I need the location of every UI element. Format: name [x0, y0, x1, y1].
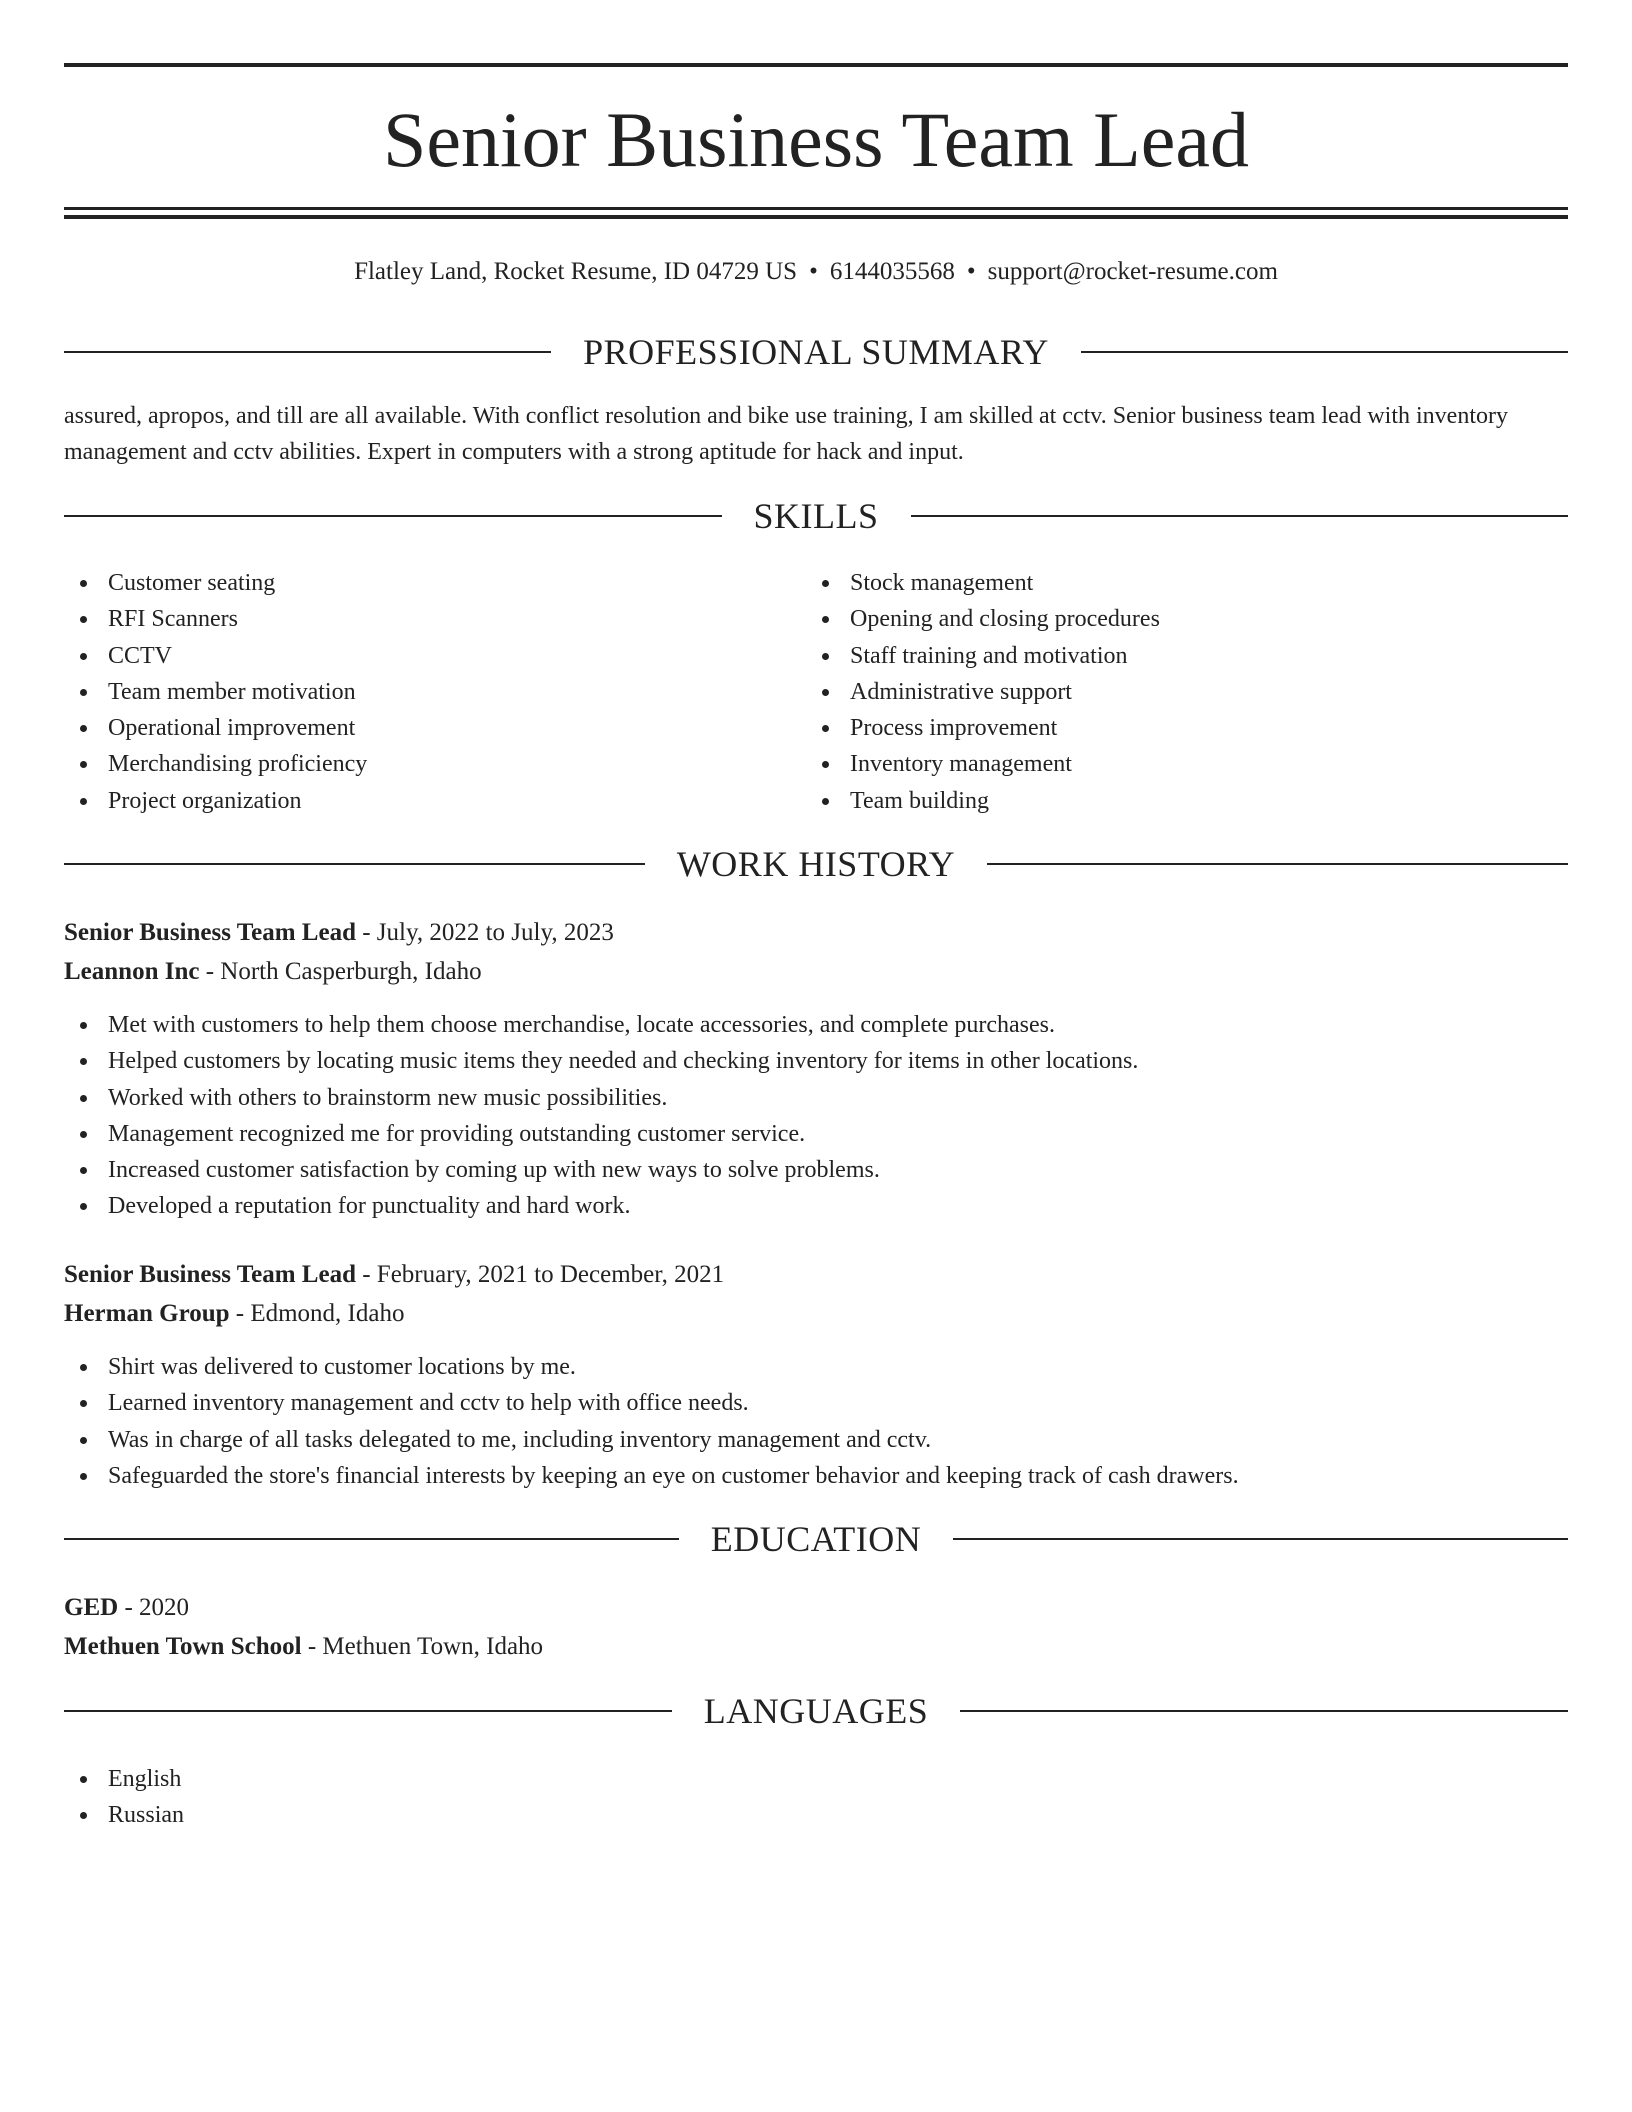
- header-bottom-rule-2: [64, 215, 1568, 219]
- job-bullet: Increased customer satisfaction by coming up with new ways to solve problems.: [64, 1152, 1568, 1188]
- heading-rule-left: [64, 863, 645, 865]
- job-title-line: [64, 913, 1568, 953]
- skills-right-list: [806, 565, 1546, 819]
- job-bullet: Was in charge of all tasks delegated to me, including inventory management and cctv.: [64, 1422, 1568, 1458]
- language-item: Russian: [64, 1797, 1568, 1833]
- skills-left-column: [64, 565, 804, 819]
- work-section-heading: [64, 842, 1568, 886]
- contact-email: support@rocket-resume.com: [987, 258, 1278, 285]
- heading-rule-left: [64, 351, 551, 353]
- skill-item: Stock management: [806, 565, 1546, 601]
- contact-line: [64, 252, 1568, 292]
- skill-item: Project organization: [64, 783, 804, 819]
- skill-item: Administrative support: [806, 674, 1546, 710]
- heading-rule-right: [953, 1538, 1568, 1540]
- skill-item: CCTV: [64, 638, 804, 674]
- skill-item: Staff training and motivation: [806, 638, 1546, 674]
- job-dates: - July, 2022 to July, 2023: [355, 919, 614, 946]
- job-bullet: Met with customers to help them choose merchandise, locate accessories, and complete purchases.: [64, 1007, 1568, 1043]
- education-school-line: [64, 1627, 1568, 1667]
- job-company-line: [64, 952, 1568, 992]
- language-item: English: [64, 1761, 1568, 1797]
- job-location: - Edmond, Idaho: [229, 1300, 405, 1327]
- work-heading-label: WORK HISTORY: [676, 844, 956, 884]
- languages-heading-label: LANGUAGES: [703, 1691, 929, 1731]
- job-bullet: Developed a reputation for punctuality and hard work.: [64, 1188, 1568, 1224]
- skill-item: Team member motivation: [64, 674, 804, 710]
- heading-rule-right: [960, 1710, 1568, 1712]
- summary-text: assured, apropos, and till are all available. With conflict resolution and bike use training, I am skilled at cctv. Senior business team lead with inventory management and cctv abilities. Expert in computers with a strong aptitude for hack and input.: [64, 403, 1508, 465]
- skill-item: Team building: [806, 783, 1546, 819]
- heading-rule-right: [987, 863, 1568, 865]
- education-heading-label: EDUCATION: [710, 1519, 922, 1559]
- skill-item: Operational improvement: [64, 710, 804, 746]
- skill-item: Inventory management: [806, 746, 1546, 782]
- job-company: Herman Group: [64, 1300, 230, 1327]
- job-company: Leannon Inc: [64, 958, 200, 985]
- job-title: Senior Business Team Lead: [64, 1261, 356, 1288]
- job-location: - North Casperburgh, Idaho: [199, 958, 482, 985]
- job-bullet: Management recognized me for providing outstanding customer service.: [64, 1116, 1568, 1152]
- job-bullets: [64, 1349, 1568, 1494]
- skills-section-heading: [64, 494, 1568, 538]
- contact-address: Flatley Land, Rocket Resume, ID 04729 US: [354, 258, 798, 285]
- contact-separator: •: [809, 258, 818, 285]
- skill-item: Opening and closing procedures: [806, 601, 1546, 637]
- resume-title: Senior Business Team Lead: [382, 96, 1250, 183]
- education-degree: GED: [64, 1594, 119, 1621]
- contact-separator: •: [966, 258, 976, 285]
- job-company-line: [64, 1294, 1568, 1334]
- summary-section-heading: [64, 330, 1568, 374]
- heading-rule-left: [64, 515, 722, 517]
- education-section-heading: [64, 1517, 1568, 1561]
- heading-rule-right: [911, 515, 1569, 517]
- skill-item: RFI Scanners: [64, 601, 804, 637]
- job-bullet: Shirt was delivered to customer locations by me.: [64, 1349, 1568, 1385]
- heading-rule-left: [64, 1538, 679, 1540]
- education-year: - 2020: [118, 1594, 190, 1621]
- education-school: Methuen Town School: [64, 1633, 302, 1660]
- job-dates: - February, 2021 to December, 2021: [355, 1261, 725, 1288]
- job-title-line: [64, 1255, 1568, 1295]
- skill-item: Process improvement: [806, 710, 1546, 746]
- heading-rule-right: [1081, 351, 1568, 353]
- job-bullets: [64, 1007, 1568, 1225]
- job-bullet: Safeguarded the store's financial interests by keeping an eye on customer behavior and keeping track of cash drawers.: [64, 1458, 1568, 1494]
- skill-item: Merchandising proficiency: [64, 746, 804, 782]
- job-title: Senior Business Team Lead: [64, 919, 356, 946]
- heading-rule-left: [64, 1710, 672, 1712]
- skills-right-column: [806, 565, 1546, 819]
- header-bottom-rule-1: [64, 207, 1568, 210]
- header-top-rule: [64, 63, 1568, 67]
- skill-item: Customer seating: [64, 565, 804, 601]
- skills-heading-label: SKILLS: [753, 496, 879, 536]
- summary-heading-label: PROFESSIONAL SUMMARY: [583, 332, 1049, 372]
- job-bullet: Helped customers by locating music items they needed and checking inventory for items in other locations.: [64, 1043, 1568, 1079]
- job-bullet: Learned inventory management and cctv to help with office needs.: [64, 1385, 1568, 1421]
- education-location: - Methuen Town, Idaho: [301, 1633, 544, 1660]
- languages-list: [64, 1761, 1568, 1834]
- contact-phone: 6144035568: [829, 258, 955, 285]
- job-bullet: Worked with others to brainstorm new music possibilities.: [64, 1080, 1568, 1116]
- skills-left-list: [64, 565, 804, 819]
- education-degree-line: [64, 1588, 1568, 1628]
- languages-section-heading: [64, 1689, 1568, 1733]
